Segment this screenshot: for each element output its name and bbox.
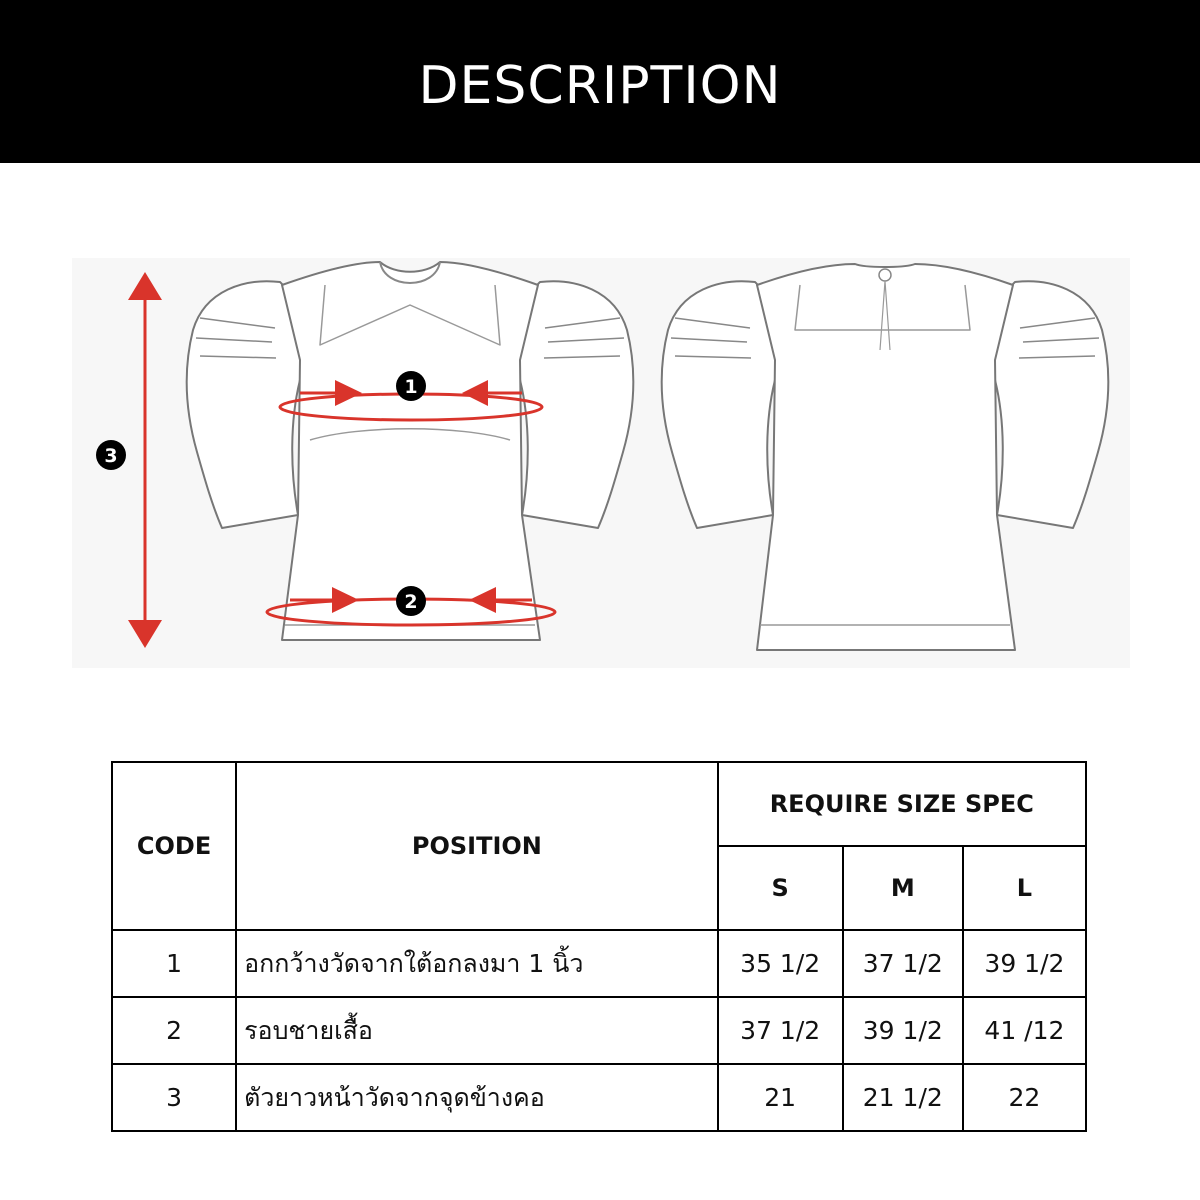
row-size-l: 22: [963, 1064, 1086, 1131]
row-position: รอบชายเสื้อ: [236, 997, 717, 1064]
row-code: 1: [112, 930, 236, 997]
row-size-l: 41 /12: [963, 997, 1086, 1064]
header-size-m: M: [843, 846, 963, 930]
header-bar: [0, 0, 1200, 163]
header-size-s: S: [718, 846, 843, 930]
table-row: [112, 930, 1086, 997]
row-position: ตัวยาวหน้าวัดจากจุดข้างคอ: [236, 1064, 717, 1131]
page-title: DESCRIPTION: [418, 55, 782, 116]
svg-text:1: 1: [404, 376, 418, 398]
row-position: อกกว้างวัดจากใต้อกลงมา 1 นิ้ว: [236, 930, 717, 997]
header-position: POSITION: [236, 762, 717, 930]
row-size-s: 37 1/2: [718, 997, 843, 1064]
row-code: 3: [112, 1064, 236, 1131]
header-size-spec: REQUIRE SIZE SPEC: [718, 762, 1086, 846]
row-size-m: 21 1/2: [843, 1064, 963, 1131]
table-row: [112, 997, 1086, 1064]
garment-diagram: [0, 250, 1200, 680]
header-code: CODE: [112, 762, 236, 930]
marker-1: [396, 371, 426, 401]
svg-text:3: 3: [104, 445, 118, 467]
svg-text:2: 2: [404, 591, 418, 613]
marker-2: [396, 586, 426, 616]
row-size-s: 35 1/2: [718, 930, 843, 997]
table-row: [112, 1064, 1086, 1131]
row-size-s: 21: [718, 1064, 843, 1131]
marker-3: [96, 440, 126, 470]
row-size-m: 37 1/2: [843, 930, 963, 997]
header-size-l: L: [963, 846, 1086, 930]
row-size-m: 39 1/2: [843, 997, 963, 1064]
size-spec-table: [111, 761, 1087, 1132]
row-size-l: 39 1/2: [963, 930, 1086, 997]
row-code: 2: [112, 997, 236, 1064]
